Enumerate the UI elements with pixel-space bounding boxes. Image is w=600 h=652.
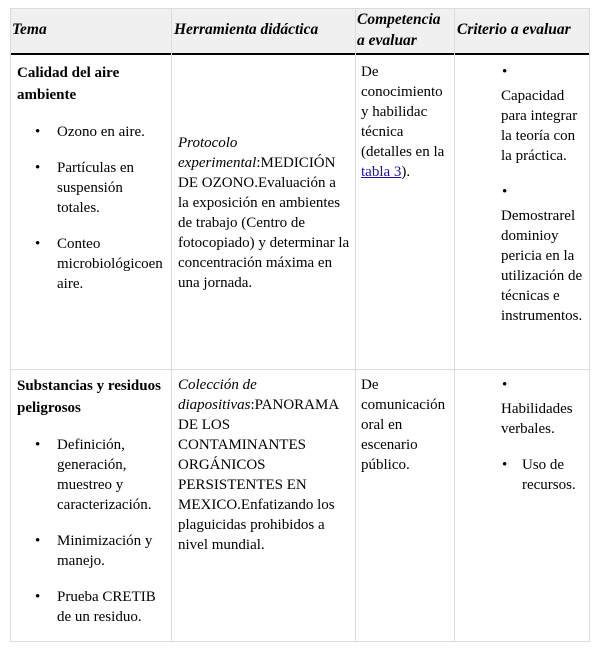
table-row	[17, 375, 167, 642]
row1-criterio	[457, 62, 589, 342]
list-item: • Partículas en suspensión totales.	[57, 158, 167, 218]
list-item: • Capacidad para integrar la teoría con la práctica.	[457, 62, 589, 166]
row1-tema-list	[17, 122, 167, 294]
header-herramienta: Herramienta didáctica	[174, 21, 319, 38]
header-criterio: Criterio a evaluar	[457, 21, 571, 38]
tabla-3-link[interactable]: tabla 3	[361, 164, 402, 180]
row1-herramienta: Protocolo experimental:MEDICIÓN DE OZONO.Evaluación a la exposición en ambientes de trabajo (Centro de fotocopiado) y determinar la concentración máxima en una jornada.	[178, 135, 350, 291]
list-item: • Minimización y manejo.	[57, 531, 167, 571]
header-competencia: Competencia a evaluar	[357, 11, 441, 49]
row2-tema-list	[17, 435, 167, 627]
row1-competencia: De conocimiento y habilidac técnica (detalles en la tabla 3).	[361, 64, 445, 180]
evaluation-table	[10, 8, 590, 642]
row2-herramienta: Colección de diapositivas:PANORAMA DE LOS CONTAMINANTES ORGÁNICOS PERSISTENTES EN MEXICO.Enfatizando los plaguicidas prohibidos a nivel mundial.	[178, 377, 339, 553]
list-item: • Prueba CRETIB de un residuo.	[57, 587, 167, 627]
row1-tema-title: Calidad del aire ambiente	[17, 65, 120, 103]
row2-tema-title: Substancias y residuos peligrosos	[17, 378, 161, 416]
list-item: • Demostrarel dominioy pericia en la utilización de técnicas e instrumentos.	[457, 182, 589, 326]
list-item: • Conteo microbiológicoen aire.	[57, 234, 167, 294]
list-item: • Ozono en aire.	[57, 122, 167, 142]
row2-competencia: De comunicación oral en escenario público.	[361, 377, 446, 473]
list-item: Habilidades verbales.	[501, 401, 573, 437]
row2-criterio	[457, 375, 589, 495]
list-item: • Definición, generación, muestreo y caracterización.	[57, 435, 167, 515]
table-row	[17, 62, 167, 310]
list-item: • Uso de recursos.	[502, 455, 589, 495]
header-tema: Tema	[12, 21, 47, 38]
